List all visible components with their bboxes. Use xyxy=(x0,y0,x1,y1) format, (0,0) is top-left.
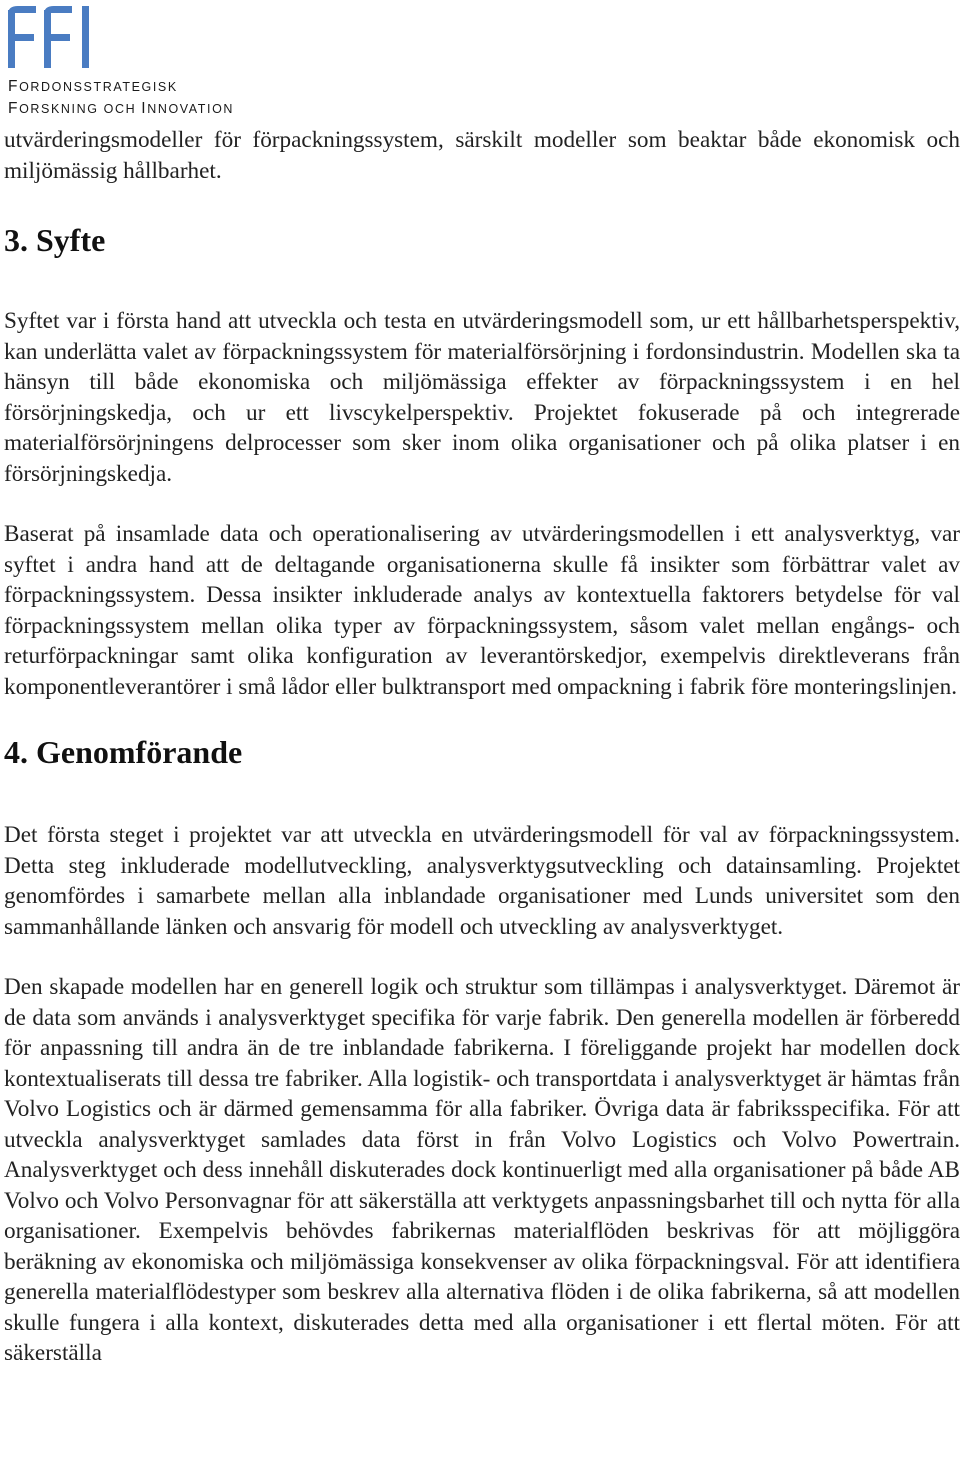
syfte-paragraph-1: Syftet var i första hand att utveckla och testa en utvärderingsmodell som, ur ett hållbarhetsperspektiv, kan underlätta valet av förpackningssystem för materialförsörjning i fordonsindustrin. Modellen ska ta hänsyn till både ekonomiska och miljömässiga effekter av förpackningssystem i en hel försörjningskedja, och ur ett livscykelperspektiv. Projektet fokuserade på och integrerade materialförsörjningens delprocesser som sker inom olika organisationer och på olika platser i en försörjningskedja. xyxy=(4,308,960,487)
logo-tagline-line1: FORDONSSTRATEGISK xyxy=(8,78,178,95)
section-heading-genomforande: 4. Genomförande xyxy=(4,734,243,770)
logo-tagline-line2: FORSKNING OCH INNOVATION xyxy=(8,100,235,117)
genomforande-paragraph-1: Det första steget i projektet var att utveckla en utvärderingsmodell för val av förpackningssystem. Detta steg inkluderade modellutveckling, analysverktygsutveckling och datainsamling. Projektet genomfördes i samarbete mellan alla inblandade organisationer med Lunds universitet som den sammanhållande länken och ansvarig för modell och utveckling av analysverktyget. xyxy=(4,822,960,940)
ffi-logo-letters xyxy=(6,4,106,74)
section-heading-syfte: 3. Syfte xyxy=(4,222,106,258)
ffi-logo xyxy=(6,4,246,124)
intro-paragraph: utvärderingsmodeller för förpackningssystem, särskilt modeller som beaktar både ekonomisk och miljömässig hållbarhet. xyxy=(4,127,960,184)
document-body xyxy=(4,125,960,1369)
syfte-paragraph-2: Baserat på insamlade data och operationalisering av utvärderingsmodellen i ett analysverktyg, var syftet i andra hand att de deltagande organisationerna skulle få insikter som förbättrar valet av förpackningssystem. Dessa insikter inkluderade analys av kontextuella faktorers betydelse för val förpackningssystem mellan olika typer av förpackningssystem, såsom valet mellan engångs- och returförpackningar samt olika konfiguration av leverantörskedjor, exempelvis direktleverans från komponentleverantörer i små lådor eller bulktransport med ompackning i fabrik före monteringslinjen. xyxy=(4,521,960,700)
genomforande-paragraph-2: Den skapade modellen har en generell logik och struktur som tillämpas i analysverktyget. Däremot är de data som används i analysverktyget specifika för varje fabrik. Den generella modellen är förberedd för anpassning till andra än de tre inblandade fabrikerna. I föreliggande projekt har modellen dock kontextualiserats till dessa tre fabriker. Alla logistik- och transportdata i analysverktyget är hämtas från Volvo Logistics och är därmed gemensamma för alla fabriker. Övriga data är fabriksspecifika. För att utveckla analysverktyget samlades data först in från Volvo Logistics och Volvo Powertrain. Analysverktyget och dess innehåll diskuterades dock kontinuerligt med alla organisationer på både AB Volvo och Volvo Personvagnar för att säkerställa att verktygets anpassningsbarhet till och nytta för alla organisationer. Exempelvis behövdes fabrikernas materialflöden beskrivas för att möjliggöra beräkning av ekonomiska och miljömässiga konsekvenser av olika förpackningsval. För att identifiera generella materialflödestyper som beskrev alla alternativa flöden i de olika fabrikerna, så att modellen skulle fungera i alla kontext, diskuterades detta med alla organisationer i ett flertal möten. För att säkerställa xyxy=(4,974,960,1366)
